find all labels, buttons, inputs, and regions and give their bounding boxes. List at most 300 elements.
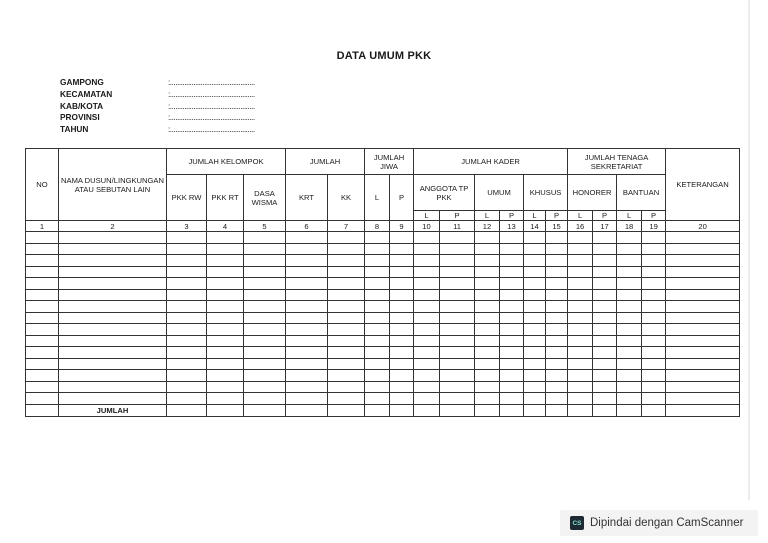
table-cell [328,358,365,370]
table-cell [414,243,440,255]
table-cell [440,358,475,370]
table-row [26,301,740,313]
column-number: 11 [440,221,475,232]
table-cell [524,301,546,313]
table-cell [414,289,440,301]
table-cell [390,393,414,405]
table-cell [244,393,286,405]
total-cell [666,404,740,416]
table-cell [546,358,568,370]
table-cell [59,278,167,290]
column-number: 5 [244,221,286,232]
total-cell [414,404,440,416]
table-cell [642,358,666,370]
table-cell [365,301,390,313]
column-number: 12 [475,221,500,232]
total-cell [244,404,286,416]
table-cell [617,312,642,324]
table-cell [328,312,365,324]
table-cell [546,381,568,393]
header-p: P [593,211,617,221]
table-cell [414,358,440,370]
info-value-line: :............................................... [168,100,255,111]
table-cell [207,347,244,359]
header-no: NO [26,149,59,221]
total-cell [568,404,593,416]
table-cell [244,312,286,324]
table-cell [414,255,440,267]
table-cell [666,358,740,370]
table-cell [593,370,617,382]
total-cell [365,404,390,416]
table-cell [500,358,524,370]
total-cell [546,404,568,416]
table-cell [26,266,59,278]
table-cell [475,266,500,278]
table-cell [546,370,568,382]
header-kk: KK [328,175,365,221]
column-number: 6 [286,221,328,232]
table-cell [617,393,642,405]
table-cell [167,347,207,359]
table-cell [440,393,475,405]
table-cell [617,370,642,382]
table-cell [390,347,414,359]
header-p: P [440,211,475,221]
table-cell [390,266,414,278]
table-cell [440,255,475,267]
column-number: 8 [365,221,390,232]
table-cell [59,335,167,347]
table-cell [365,358,390,370]
table-cell [666,301,740,313]
table-cell [617,266,642,278]
table-cell [59,381,167,393]
table-cell [500,312,524,324]
table-cell [328,324,365,336]
header-nama: NAMA DUSUN/LINGKUNGAN ATAU SEBUTAN LAIN [59,149,167,221]
table-cell [26,301,59,313]
table-cell [500,255,524,267]
table-cell [642,266,666,278]
header-jumlah: JUMLAH [286,149,365,175]
table-cell [207,266,244,278]
table-cell [59,324,167,336]
table-cell [286,324,328,336]
table-cell [617,324,642,336]
table-cell [568,289,593,301]
column-number: 3 [167,221,207,232]
table-row [26,278,740,290]
table-cell [26,358,59,370]
table-cell [440,243,475,255]
table-cell [59,232,167,244]
table-cell [524,393,546,405]
table-row [26,312,740,324]
table-row [26,266,740,278]
table-cell [500,381,524,393]
table-cell [286,393,328,405]
table-cell [524,335,546,347]
table-cell [524,358,546,370]
table-cell [524,243,546,255]
table-cell [207,324,244,336]
table-cell [440,278,475,290]
table-cell [440,324,475,336]
table-cell [244,347,286,359]
table-cell [568,232,593,244]
total-cell [390,404,414,416]
table-cell [642,232,666,244]
table-cell [568,370,593,382]
table-cell [26,255,59,267]
table-cell [286,232,328,244]
table-cell [475,278,500,290]
table-cell [365,324,390,336]
column-number: 9 [390,221,414,232]
table-cell [593,278,617,290]
table-cell [593,266,617,278]
table-cell [286,381,328,393]
total-cell [26,404,59,416]
table-cell [328,370,365,382]
table-cell [440,232,475,244]
table-cell [642,301,666,313]
table-cell [328,255,365,267]
table-cell [167,278,207,290]
table-cell [328,243,365,255]
table-cell [568,243,593,255]
table-cell [568,301,593,313]
column-number: 13 [500,221,524,232]
table-cell [666,312,740,324]
table-cell [207,393,244,405]
table-cell [414,301,440,313]
table-cell [167,301,207,313]
table-cell [642,278,666,290]
table-cell [328,278,365,290]
table-cell [546,243,568,255]
column-number: 16 [568,221,593,232]
info-label: GAMPONG [60,77,104,87]
table-cell [642,312,666,324]
table-cell [26,393,59,405]
table-cell [568,255,593,267]
table-cell [440,335,475,347]
table-cell [617,381,642,393]
table-cell [617,335,642,347]
table-cell [546,255,568,267]
total-cell [286,404,328,416]
table-cell [593,358,617,370]
header-jumlah-jiwa: JUMLAH JIWA [365,149,414,175]
header-l: L [475,211,500,221]
table-cell [207,381,244,393]
total-cell [617,404,642,416]
header-l: L [568,211,593,221]
table-cell [59,255,167,267]
table-cell [365,393,390,405]
table-cell [59,370,167,382]
table-cell [666,266,740,278]
table-cell [207,289,244,301]
table-cell [207,243,244,255]
table-cell [26,347,59,359]
total-cell [440,404,475,416]
table-cell [286,243,328,255]
table-cell [568,358,593,370]
table-cell [328,393,365,405]
table-cell [414,335,440,347]
table-cell [568,278,593,290]
table-cell [244,255,286,267]
table-cell [390,324,414,336]
total-cell [207,404,244,416]
table-cell [593,393,617,405]
table-cell [546,335,568,347]
table-cell [642,393,666,405]
column-number: 19 [642,221,666,232]
table-cell [500,278,524,290]
table-cell [167,312,207,324]
table-cell [414,370,440,382]
header-krt: KRT [286,175,328,221]
table-cell [475,393,500,405]
table-cell [414,312,440,324]
table-cell [207,301,244,313]
table-cell [365,232,390,244]
scanner-watermark [560,510,758,536]
info-row-tahun [60,124,300,136]
table-cell [546,393,568,405]
table-cell [365,278,390,290]
table-cell [500,301,524,313]
table-cell [390,335,414,347]
table-cell [666,381,740,393]
table-row [26,255,740,267]
header-l: L [617,211,642,221]
table-cell [244,370,286,382]
info-label: PROVINSI [60,112,100,123]
table-cell [365,266,390,278]
table-cell [500,370,524,382]
data-rows [26,232,740,405]
table-cell [390,243,414,255]
table-cell [475,335,500,347]
table-cell [500,324,524,336]
table-cell [666,255,740,267]
table-cell [207,335,244,347]
table-cell [390,289,414,301]
table-cell [286,347,328,359]
table-cell [207,358,244,370]
table-cell [59,393,167,405]
table-cell [167,243,207,255]
table-cell [328,266,365,278]
column-number: 7 [328,221,365,232]
table-cell [475,370,500,382]
table-cell [475,255,500,267]
table-cell [642,347,666,359]
column-number: 18 [617,221,642,232]
column-number: 10 [414,221,440,232]
table-cell [617,358,642,370]
table-cell [414,266,440,278]
table-cell [365,381,390,393]
total-cell [328,404,365,416]
table-cell [617,347,642,359]
info-row-kabkota [60,101,300,113]
table-cell [365,347,390,359]
info-row-kecamatan [60,89,300,101]
table-cell [500,335,524,347]
info-label: KECAMATAN [60,88,113,99]
table-cell [414,393,440,405]
table-cell [286,289,328,301]
table-cell [546,312,568,324]
header-jumlah-tenaga-sekretariat: JUMLAH TENAGA SEKRETARIAT [568,149,666,175]
total-label: JUMLAH [59,404,167,416]
table-cell [365,243,390,255]
table-cell [440,301,475,313]
info-value-line: :............................................... [168,112,255,123]
table-cell [475,301,500,313]
header-umum: UMUM [475,175,524,211]
table-cell [593,232,617,244]
table-row [26,381,740,393]
table-cell [207,255,244,267]
table-cell [524,278,546,290]
table-cell [328,289,365,301]
table-cell [390,232,414,244]
table-cell [167,335,207,347]
table-cell [524,232,546,244]
table-row [26,324,740,336]
header-p: P [500,211,524,221]
table-cell [26,278,59,290]
header-dasa-wisma: DASA WISMA [244,175,286,221]
table-row [26,243,740,255]
table-cell [167,393,207,405]
table-cell [642,381,666,393]
table-cell [546,289,568,301]
table-cell [286,255,328,267]
table-cell [642,255,666,267]
total-row [26,404,740,416]
table-cell [328,381,365,393]
table-cell [568,347,593,359]
table-cell [26,381,59,393]
table-cell [524,289,546,301]
table-cell [167,289,207,301]
table-cell [26,324,59,336]
table-cell [59,347,167,359]
info-label: TAHUN [60,124,89,135]
table-cell [244,232,286,244]
table-cell [642,335,666,347]
header-pkk-rw: PKK RW [167,175,207,221]
table-cell [286,301,328,313]
table-cell [617,232,642,244]
table-cell [617,243,642,255]
header-honorer: HONORER [568,175,617,211]
table-cell [642,243,666,255]
table-cell [546,232,568,244]
table-cell [286,266,328,278]
table-cell [328,301,365,313]
header-p: P [642,211,666,221]
table-cell [546,301,568,313]
table-cell [524,312,546,324]
table-cell [207,370,244,382]
table-cell [244,381,286,393]
table-cell [26,289,59,301]
table-cell [666,370,740,382]
table-cell [286,358,328,370]
table-cell [26,312,59,324]
data-table [25,148,740,417]
table-cell [414,324,440,336]
table-cell [244,289,286,301]
table-cell [244,278,286,290]
table-cell [524,266,546,278]
table-cell [546,347,568,359]
table-cell [328,347,365,359]
info-value-line: :............................................... [168,77,255,87]
table-cell [440,370,475,382]
table-cell [286,335,328,347]
table-cell [500,393,524,405]
table-cell [414,278,440,290]
table-cell [167,370,207,382]
table-cell [390,312,414,324]
table-cell [365,255,390,267]
table-cell [500,266,524,278]
table-cell [666,335,740,347]
table-cell [440,266,475,278]
table-cell [524,347,546,359]
table-cell [328,335,365,347]
table-cell [167,324,207,336]
table-row [26,232,740,244]
document-title: DATA UMUM PKK [336,50,432,62]
column-number: 4 [207,221,244,232]
column-number: 14 [524,221,546,232]
table-cell [390,278,414,290]
table-cell [546,324,568,336]
table-cell [593,335,617,347]
table-cell [207,278,244,290]
watermark-text: Dipindai dengan CamScanner [590,517,744,529]
table-cell [440,381,475,393]
table-cell [475,232,500,244]
table-cell [642,289,666,301]
header-p: P [546,211,568,221]
table-cell [59,243,167,255]
table-cell [666,289,740,301]
table-cell [286,278,328,290]
table-cell [546,278,568,290]
table-cell [593,289,617,301]
table-cell [617,255,642,267]
table-cell [365,370,390,382]
table-cell [244,358,286,370]
table-cell [59,301,167,313]
table-cell [500,232,524,244]
table-cell [568,324,593,336]
header-pkk-rt: PKK RT [207,175,244,221]
table-cell [568,381,593,393]
